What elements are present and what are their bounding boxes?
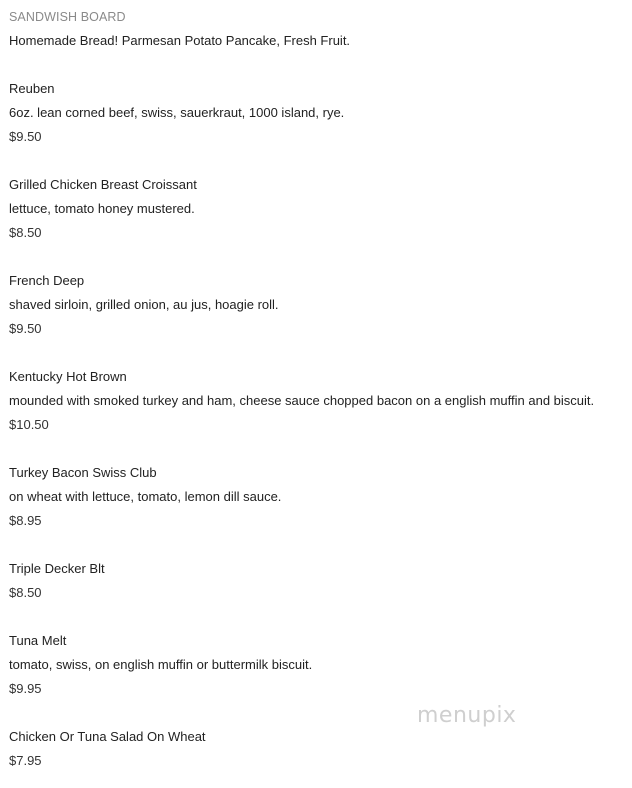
menu-item [9, 631, 624, 703]
item-name: Tuna Melt [9, 633, 67, 648]
item-name: Chicken Or Tuna Salad On Wheat [9, 729, 206, 744]
item-description: on wheat with lettuce, tomato, lemon dill sauce. [9, 489, 282, 504]
item-name: Turkey Bacon Swiss Club [9, 465, 157, 480]
menu-page [9, 7, 624, 775]
menu-item [9, 271, 624, 343]
item-description: 6oz. lean corned beef, swiss, sauerkraut, 1000 island, rye. [9, 105, 345, 120]
item-price: $9.50 [9, 321, 42, 336]
item-name: Triple Decker Blt [9, 561, 105, 576]
item-name: Reuben [9, 81, 55, 96]
menu-item [9, 559, 624, 607]
item-name: Grilled Chicken Breast Croissant [9, 177, 197, 192]
item-price: $7.95 [9, 753, 42, 768]
section-title: SANDWISH BOARD [9, 10, 126, 24]
menu-item [9, 367, 624, 439]
item-price: $9.50 [9, 129, 42, 144]
menu-item [9, 175, 624, 247]
menu-item [9, 463, 624, 535]
item-description: mounded with smoked turkey and ham, cheese sauce chopped bacon on a english muffin and biscuit. [9, 393, 595, 408]
item-name: French Deep [9, 273, 85, 288]
menu-item [9, 79, 624, 151]
item-price: $8.95 [9, 513, 42, 528]
item-price: $9.95 [9, 681, 42, 696]
item-price: $10.50 [9, 417, 49, 432]
item-description: lettuce, tomato honey mustered. [9, 201, 195, 216]
menu-item [9, 727, 624, 775]
watermark-logo: menupix [417, 703, 517, 728]
item-name: Kentucky Hot Brown [9, 369, 127, 384]
item-description: tomato, swiss, on english muffin or buttermilk biscuit. [9, 657, 313, 672]
item-price: $8.50 [9, 225, 42, 240]
item-description: shaved sirloin, grilled onion, au jus, hoagie roll. [9, 297, 279, 312]
item-price: $8.50 [9, 585, 42, 600]
section-subtitle: Homemade Bread! Parmesan Potato Pancake, Fresh Fruit. [9, 33, 351, 48]
